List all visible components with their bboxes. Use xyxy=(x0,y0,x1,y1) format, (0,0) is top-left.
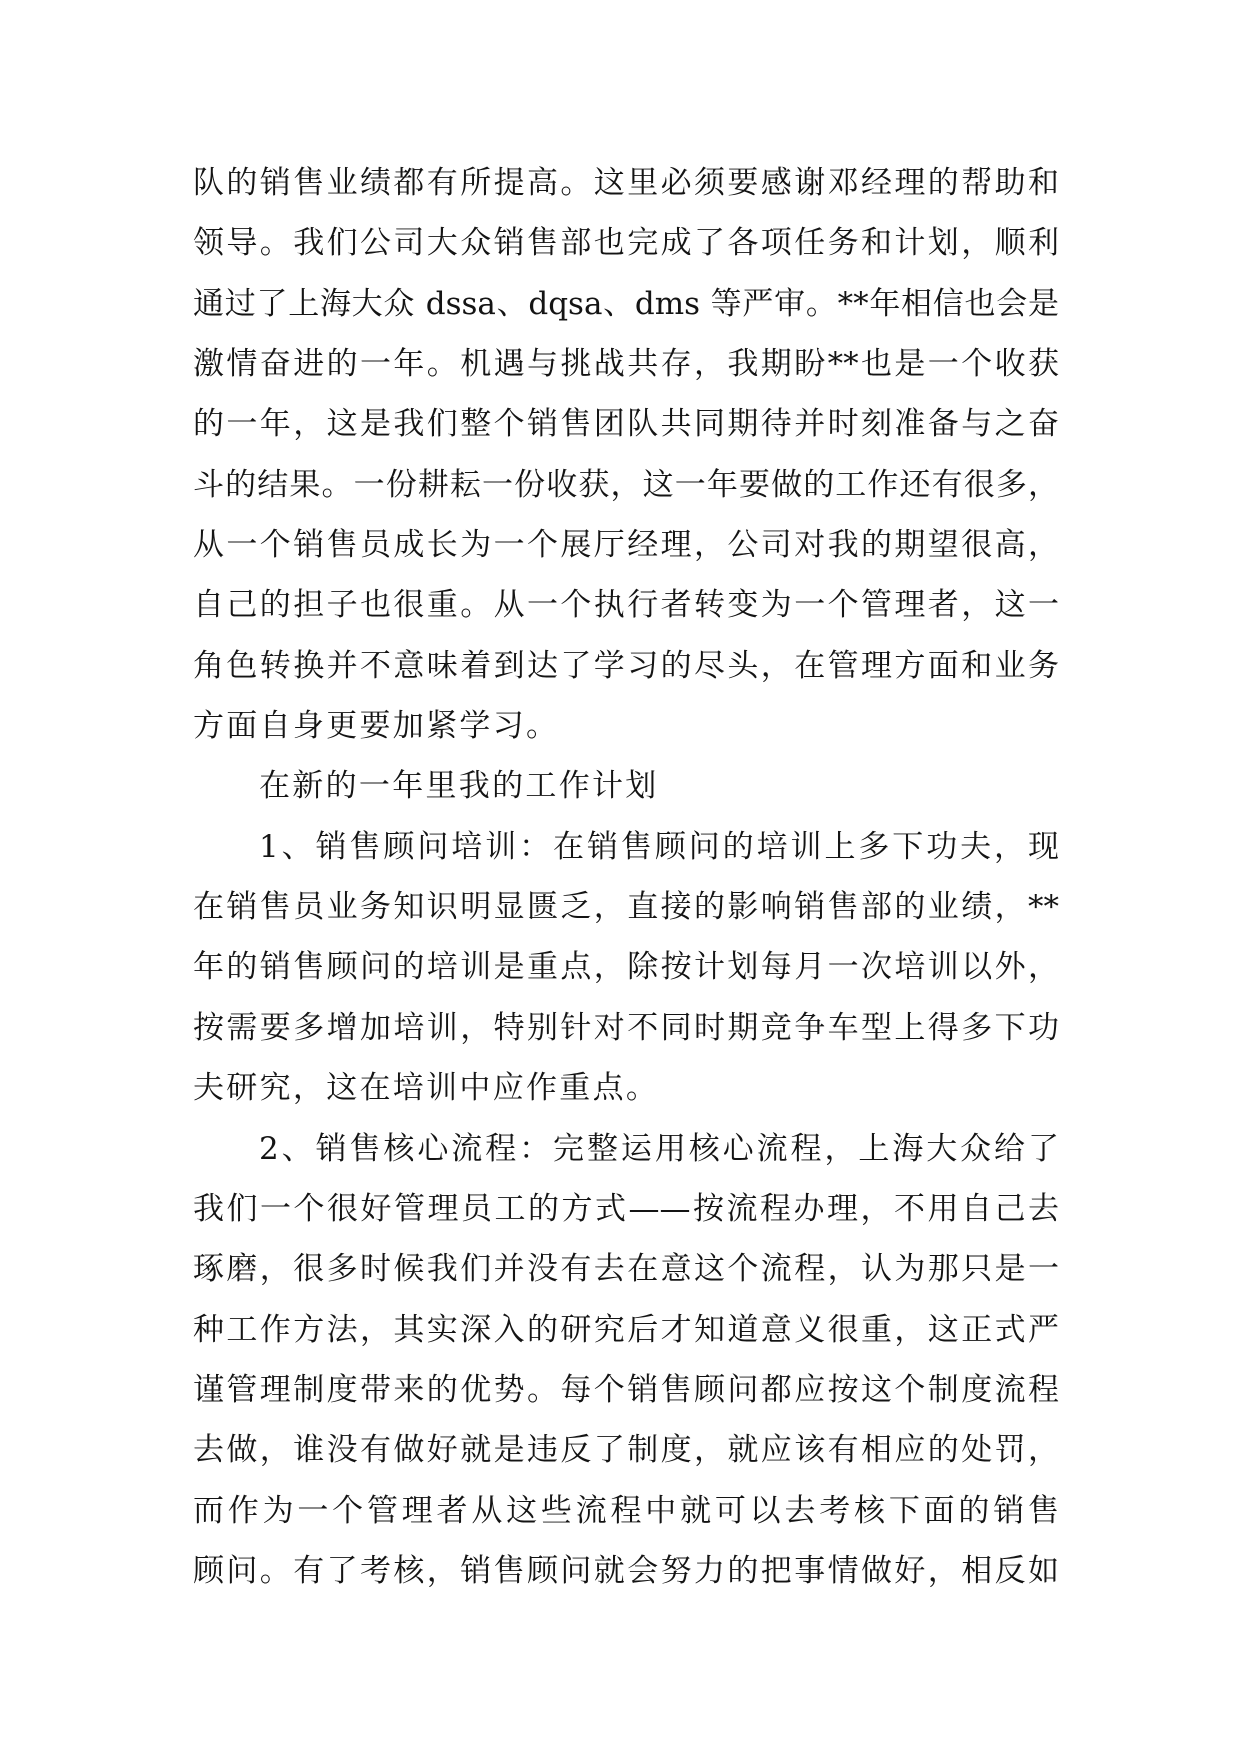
text-line: 队的销售业绩都有所提高。这里必须要感谢邓经理的帮助和 xyxy=(193,165,1059,201)
plan-heading xyxy=(193,756,1059,816)
text-line: 的一年，这是我们整个销售团队共同期待并时刻准备与之奋 xyxy=(193,406,1059,443)
text-line: 领导。我们公司大众销售部也完成了各项任务和计划，顺利 xyxy=(193,225,1059,262)
text-line: 谨管理制度带来的优势。每个销售顾问都应按这个制度流程 xyxy=(193,1371,1059,1408)
text-line: 琢磨，很多时候我们并没有去在意这个流程，认为那只是一 xyxy=(193,1251,1059,1288)
text-line: 1、销售顾问培训：在销售顾问的培训上多下功夫，现 xyxy=(259,828,1059,865)
text-line: 从一个销售员成长为一个展厅经理，公司对我的期望很高， xyxy=(193,527,1059,564)
text-line: 而作为一个管理者从这些流程中就可以去考核下面的销售 xyxy=(193,1492,1059,1529)
plan-item-2 xyxy=(193,1119,1059,1602)
text-line: 2、销售核心流程：完整运用核心流程，上海大众给了 xyxy=(259,1130,1059,1167)
text-line: 斗的结果。一份耕耘一份收获，这一年要做的工作还有很多， xyxy=(193,466,1059,503)
text-line: 在销售员业务知识明显匮乏，直接的影响销售部的业绩，** xyxy=(193,889,1059,926)
text-line: 通过了上海大众 dssa、dqsa、dms 等严审。**年相信也会是 xyxy=(193,285,1059,322)
text-line: 我们一个很好管理员工的方式——按流程办理，不用自己去 xyxy=(193,1190,1059,1227)
text-line: 顾问。有了考核，销售顾问就会努力的把事情做好，相反如 xyxy=(193,1552,1059,1589)
text-line: 自己的担子也很重。从一个执行者转变为一个管理者，这一 xyxy=(193,587,1059,624)
text-line: 种工作方法，其实深入的研究后才知道意义很重，这正式严 xyxy=(193,1311,1059,1348)
heading-line: 在新的一年里我的工作计划 xyxy=(259,768,659,805)
text-line: 角色转换并不意味着到达了学习的尽头，在管理方面和业务 xyxy=(193,647,1059,684)
text-line: 激情奋进的一年。机遇与挑战共存，我期盼**也是一个收获 xyxy=(193,346,1059,383)
text-line: 去做，谁没有做好就是违反了制度，就应该有相应的处罚， xyxy=(193,1432,1059,1469)
plan-item-1 xyxy=(193,817,1059,1119)
page-body xyxy=(193,153,1059,1601)
text-line: 方面自身更要加紧学习。 xyxy=(193,708,560,745)
text-line: 夫研究，这在培训中应作重点。 xyxy=(193,1070,660,1107)
paragraph-continuation xyxy=(193,153,1059,756)
text-line: 按需要多增加培训，特别针对不同时期竞争车型上得多下功 xyxy=(193,1009,1059,1046)
text-line: 年的销售顾问的培训是重点，除按计划每月一次培训以外， xyxy=(193,949,1059,986)
